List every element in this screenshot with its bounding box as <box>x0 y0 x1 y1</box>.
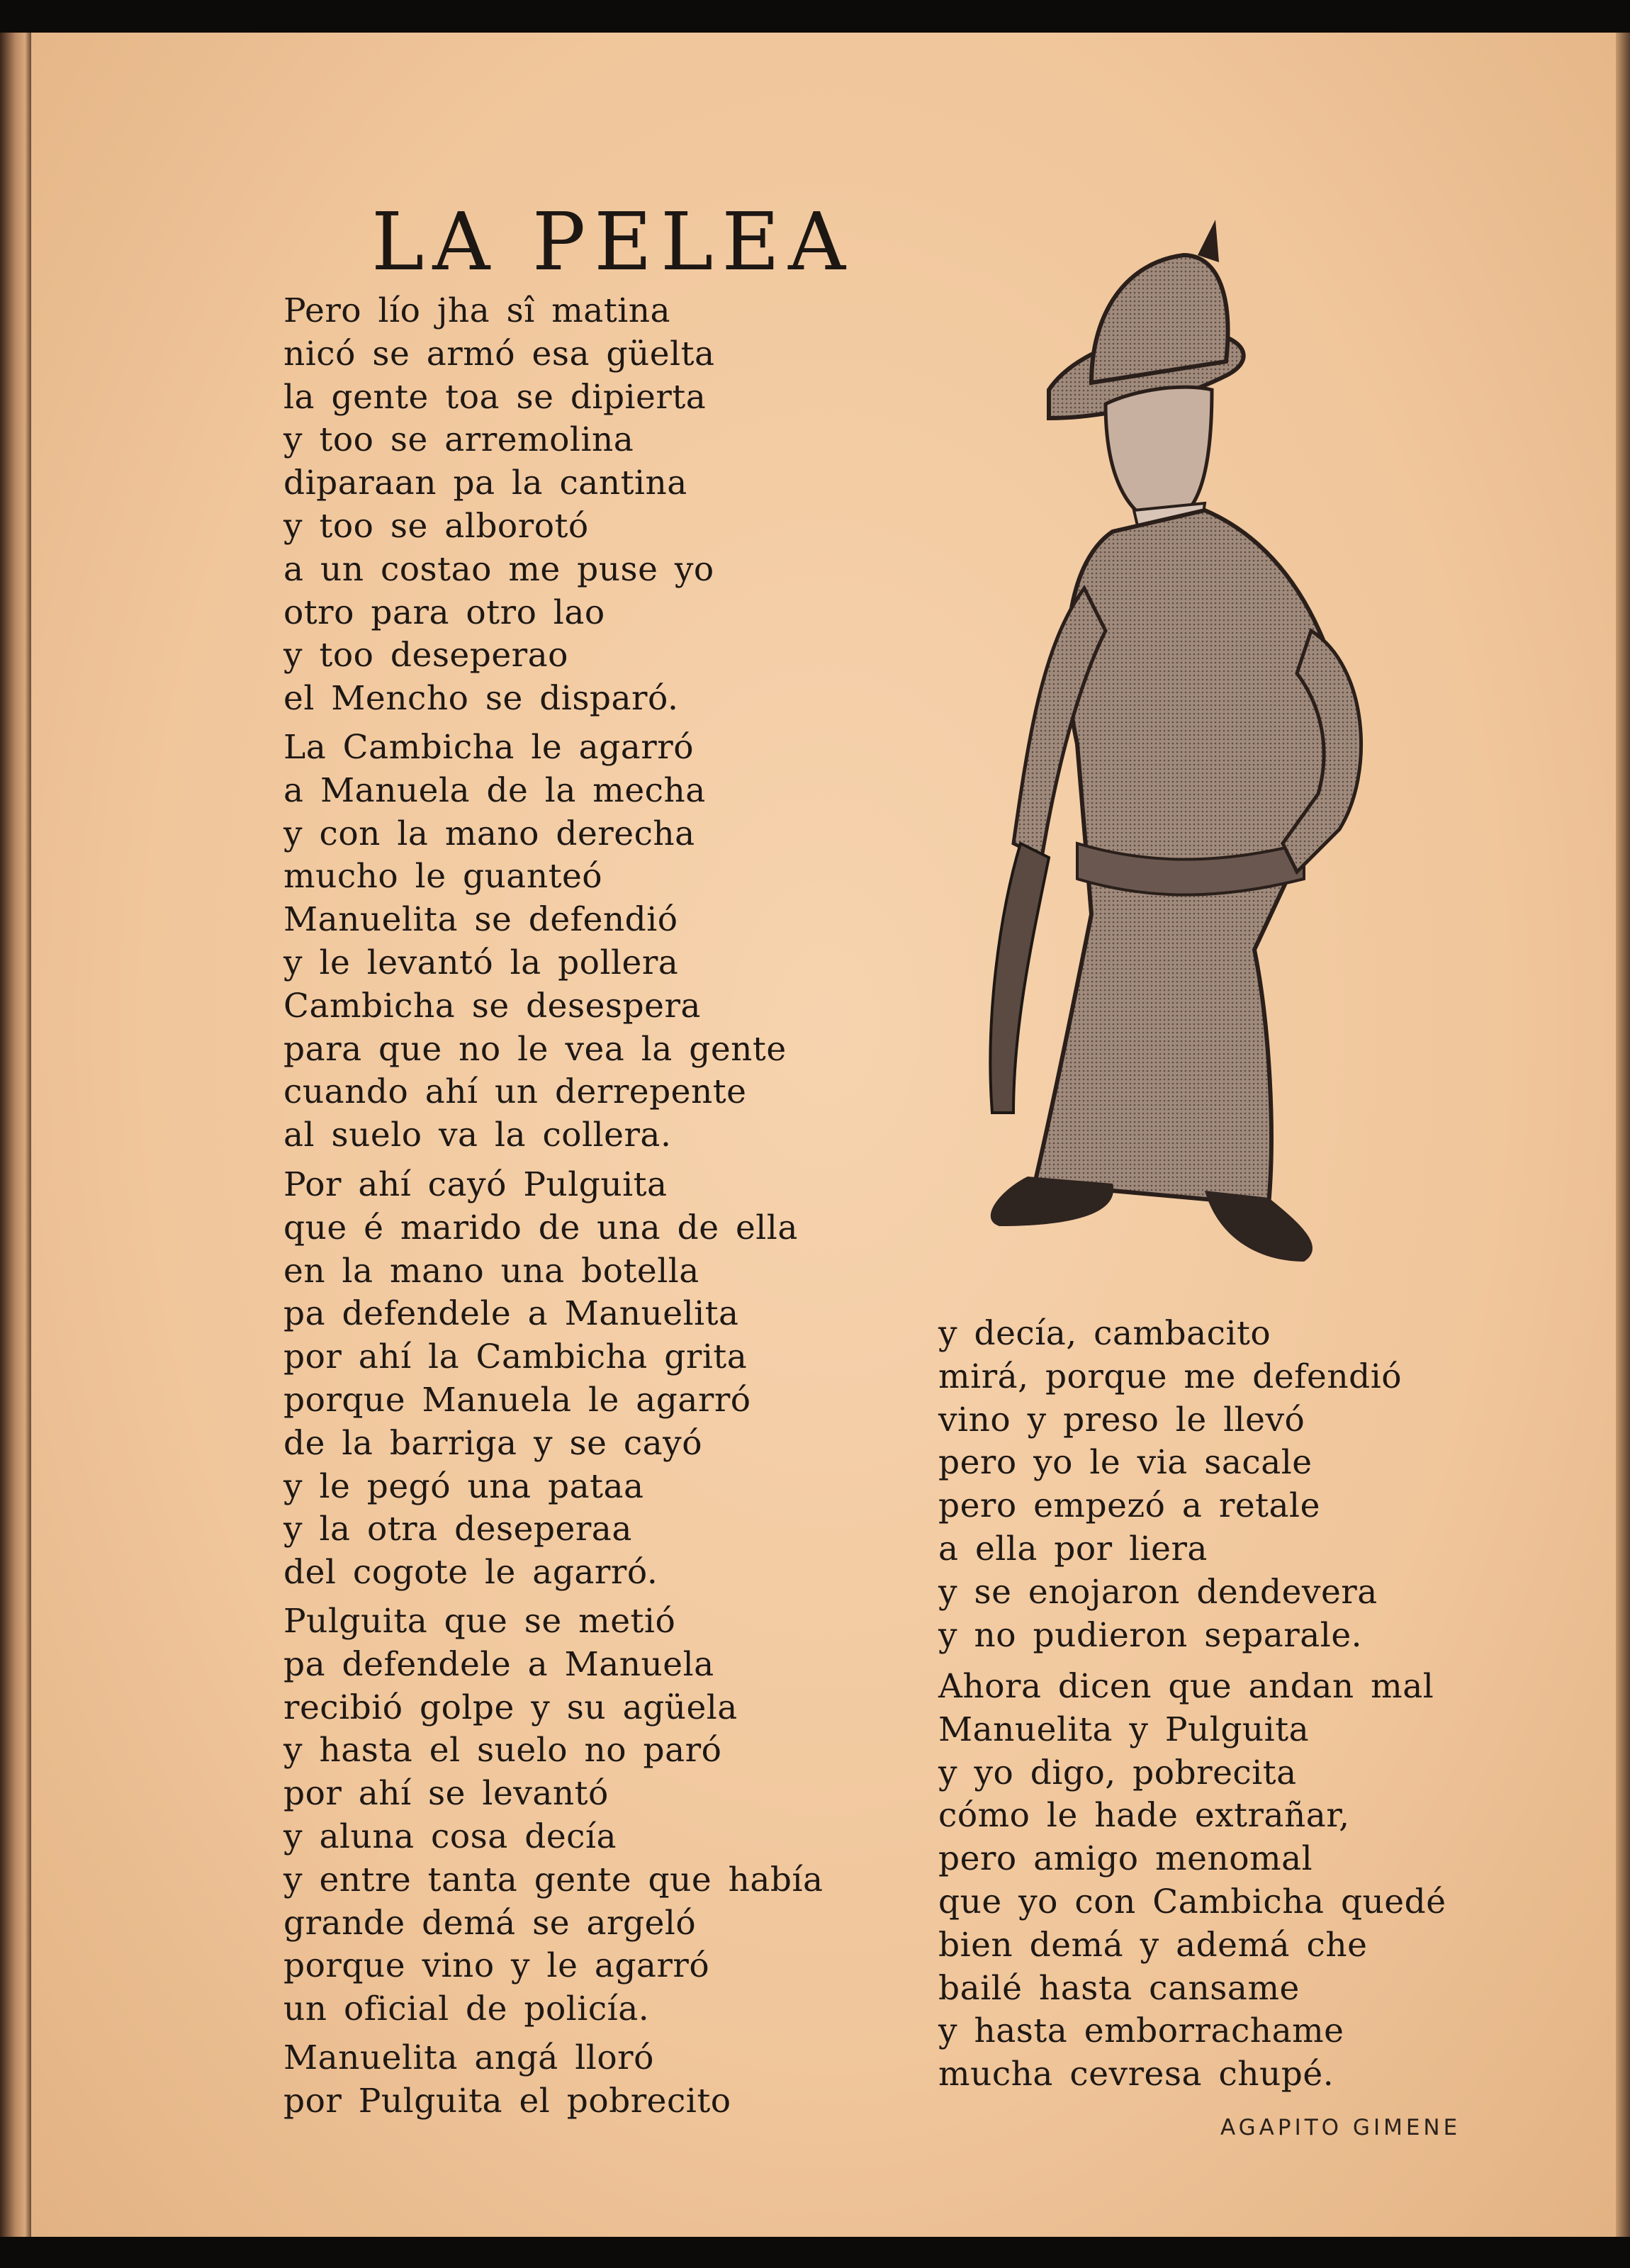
stanza <box>283 2037 731 2123</box>
verse-line: y hasta emborrachame <box>938 2011 1344 2051</box>
stanza <box>938 1313 1402 1657</box>
verse-line: y la otra deseperaa <box>283 1510 632 1549</box>
verse-line: y too deseperao <box>283 636 568 675</box>
verse-line: diparaan pa la cantina <box>283 464 687 503</box>
book-binding-edge <box>0 33 31 2237</box>
verse-line: pero yo le via sacale <box>938 1443 1313 1483</box>
verse-line: grande demá se argeló <box>283 1903 697 1943</box>
verse-line: a Manuela de la mecha <box>283 770 706 810</box>
verse-line: Manuelita se defendió <box>283 900 678 940</box>
verse-line: pa defendele a Manuelita <box>283 1294 739 1334</box>
verse-line: Manuelita y Pulguita <box>938 1710 1310 1749</box>
verse-line: la gente toa se dipierta <box>283 377 707 417</box>
stanza <box>283 726 787 1157</box>
poem-title: LA PELEA <box>371 196 854 288</box>
verse-line: pa defendele a Manuela <box>283 1644 714 1684</box>
verse-line: porque vino y le agarró <box>283 1946 710 1986</box>
verse-line: cómo le hade extrañar, <box>938 1796 1350 1836</box>
verse-line: al suelo va la collera. <box>283 1116 672 1155</box>
verse-line: porque Manuela le agarró <box>283 1380 751 1420</box>
stanza <box>938 1666 1446 2096</box>
verse-line: cuando ahí un derrepente <box>283 1072 747 1112</box>
verse-line: y too se arremolina <box>283 420 634 460</box>
verse-line: y yo digo, pobrecita <box>938 1753 1297 1792</box>
verse-line: bailé hasta cansame <box>938 1968 1300 2008</box>
verse-line: un oficial de policía. <box>283 1989 650 2029</box>
whip <box>990 843 1049 1113</box>
verse-line: Manuelita angá lloró <box>283 2038 654 2077</box>
verse-line: a un costao me puse yo <box>283 549 714 589</box>
verse-line: y con la mano derecha <box>283 814 695 853</box>
verse-line: a ella por liera <box>938 1529 1208 1568</box>
stanza <box>283 1164 798 1595</box>
gaucho-illustration <box>971 206 1510 1283</box>
boot <box>1205 1191 1313 1262</box>
verse-line: y no pudieron separale. <box>938 1615 1363 1655</box>
verse-line: Por ahí cayó Pulguita <box>283 1165 668 1204</box>
verse-line: para que no le vea la gente <box>283 1029 787 1069</box>
verse-line: bien demá y ademá che <box>938 1925 1368 1965</box>
boot <box>991 1177 1113 1226</box>
verse-line: por ahí la Cambicha grita <box>283 1337 748 1377</box>
author-signature: AGAPITO GIMENE <box>1220 2115 1461 2140</box>
verse-line: La Cambicha le agarró <box>283 728 695 767</box>
verse-line: y le levantó la pollera <box>283 943 679 982</box>
verse-line: y decía, cambacito <box>938 1314 1271 1353</box>
verse-line: mucho le guanteó <box>283 857 603 897</box>
stanza <box>283 290 715 721</box>
verse-line: en la mano una botella <box>283 1251 699 1291</box>
verse-line: por ahí se levantó <box>283 1774 609 1814</box>
verse-line: por Pulguita el pobrecito <box>283 2081 731 2121</box>
verse-line: mucha cevresa chupé. <box>938 2055 1334 2094</box>
verse-line: y se enojaron dendevera <box>938 1572 1378 1612</box>
verse-line: Pero lío jha sî matina <box>283 291 671 330</box>
verse-line: nicó se armó esa güelta <box>283 334 715 374</box>
verse-line: recibió golpe y su agüela <box>283 1688 738 1727</box>
page-edge <box>1616 33 1630 2237</box>
verse-line: y too se alborotó <box>283 506 589 546</box>
hat <box>1049 220 1244 418</box>
verse-line: mirá, porque me defendió <box>938 1357 1403 1396</box>
verse-line: y le pegó una pataa <box>283 1466 644 1506</box>
verse-line: vino y preso le llevó <box>938 1400 1305 1439</box>
verse-line: otro para otro lao <box>283 593 605 632</box>
verse-line: y aluna cosa decía <box>283 1817 617 1856</box>
verse-line: Ahora dicen que andan mal <box>938 1667 1434 1706</box>
verse-line: del cogote le agarró. <box>283 1553 658 1593</box>
verse-line: el Mencho se disparó. <box>283 679 679 719</box>
verse-line: pero amigo menomal <box>938 1839 1313 1879</box>
verse-line: y hasta el suelo no paró <box>283 1731 722 1770</box>
verse-line: pero empezó a retale <box>938 1486 1320 1526</box>
verse-line: que yo con Cambicha quedé <box>938 1882 1446 1921</box>
verse-line: de la barriga y se cayó <box>283 1423 703 1463</box>
verse-line: que é marido de una de ella <box>283 1208 798 1247</box>
verse-line: Cambicha se desespera <box>283 986 701 1026</box>
verse-line: y entre tanta gente que había <box>283 1860 824 1899</box>
stanza <box>283 1600 824 2031</box>
verse-line: Pulguita que se metió <box>283 1602 676 1641</box>
